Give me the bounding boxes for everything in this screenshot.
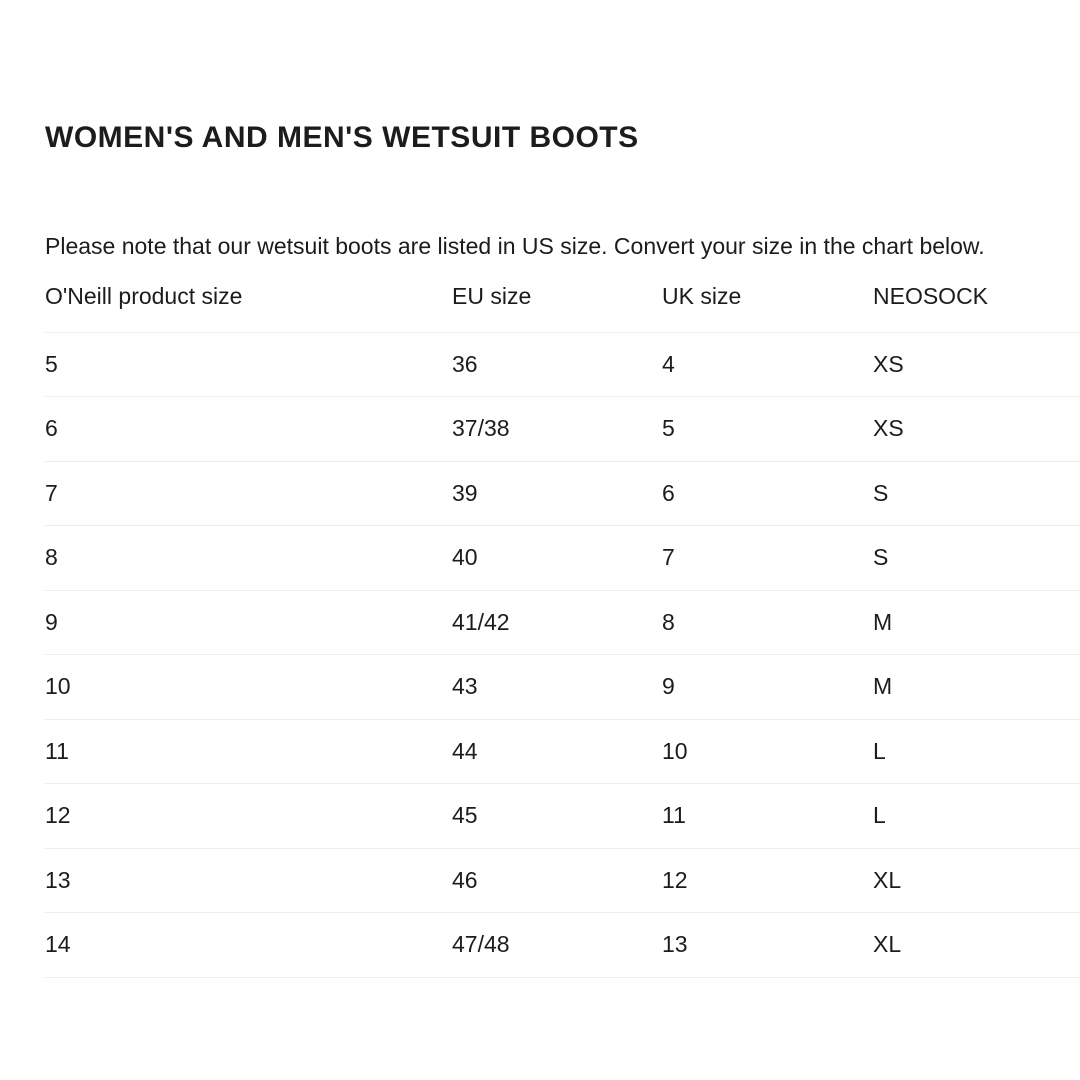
table-cell: 12 [662, 848, 873, 913]
table-header-row [45, 261, 1080, 332]
table-row [45, 784, 1080, 849]
table-body [45, 332, 1080, 977]
table-cell: 13 [662, 913, 873, 978]
table-cell: 43 [452, 655, 662, 720]
table-cell: 37/38 [452, 397, 662, 462]
table-cell: 12 [45, 784, 452, 849]
table-cell: 45 [452, 784, 662, 849]
intro-text: Please note that our wetsuit boots are listed in US size. Convert your size in the chart below. [45, 233, 985, 259]
col-header-eu-size: EU size [452, 282, 532, 309]
table-cell: 40 [452, 526, 662, 591]
table-cell: XS [873, 397, 1080, 462]
table-row [45, 655, 1080, 720]
table-row [45, 590, 1080, 655]
table-cell: S [873, 526, 1080, 591]
table-cell: 6 [45, 397, 452, 462]
table-cell: M [873, 655, 1080, 720]
table-cell: S [873, 461, 1080, 526]
table-cell: 46 [452, 848, 662, 913]
table-cell: 10 [662, 719, 873, 784]
table-cell: 10 [45, 655, 452, 720]
table-cell: 11 [45, 719, 452, 784]
table-cell: XL [873, 848, 1080, 913]
table-cell: 8 [662, 590, 873, 655]
table-cell: 36 [452, 332, 662, 397]
table-cell: 5 [45, 332, 452, 397]
size-conversion-table [45, 261, 1080, 978]
table-cell: L [873, 719, 1080, 784]
table-row [45, 719, 1080, 784]
table-cell: 7 [45, 461, 452, 526]
table-cell: 8 [45, 526, 452, 591]
table-row [45, 913, 1080, 978]
table-cell: XS [873, 332, 1080, 397]
table-cell: 39 [452, 461, 662, 526]
table-cell: L [873, 784, 1080, 849]
table-cell: 9 [45, 590, 452, 655]
table-row [45, 332, 1080, 397]
table-cell: 4 [662, 332, 873, 397]
col-header-oneill-product-size: O'Neill product size [45, 282, 243, 309]
col-header-neosock: NEOSOCK [873, 282, 989, 309]
table-cell: 41/42 [452, 590, 662, 655]
table-cell: 5 [662, 397, 873, 462]
table-row [45, 397, 1080, 462]
table-row [45, 848, 1080, 913]
table-cell: 7 [662, 526, 873, 591]
page-title: WOMEN'S AND MEN'S WETSUIT BOOTS [45, 121, 639, 154]
table-cell: XL [873, 913, 1080, 978]
table-cell: 6 [662, 461, 873, 526]
table-cell: 13 [45, 848, 452, 913]
table-cell: 9 [662, 655, 873, 720]
table-row [45, 526, 1080, 591]
table-cell: 47/48 [452, 913, 662, 978]
table-cell: M [873, 590, 1080, 655]
table-cell: 11 [662, 784, 873, 849]
table-row [45, 461, 1080, 526]
table-cell: 44 [452, 719, 662, 784]
col-header-uk-size: UK size [662, 282, 742, 309]
table-cell: 14 [45, 913, 452, 978]
